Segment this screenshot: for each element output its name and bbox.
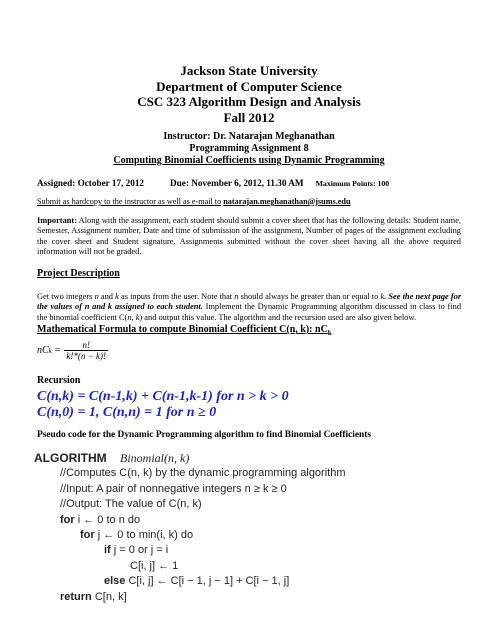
formula-numerator: n! [82,340,90,350]
pseudo-code-line [34,574,454,589]
submit-line [37,197,461,207]
project-text: as inputs from the user. Note that [120,292,233,301]
project-description-title: Project Description [37,268,120,279]
formula-lhs-sub: k [48,346,52,355]
var-nk: n, k [127,312,140,322]
pseudo-code-text: //Computes C(n, k) by the dynamic programming algorithm [60,467,346,480]
instructor-line: Instructor: Dr. Natarajan Meghanathan [163,131,335,142]
important-paragraph [37,216,461,257]
recursion-block [37,389,289,421]
formula-title [37,324,332,337]
pseudo-code-line [34,528,454,543]
project-text: Get two integers [37,292,93,301]
due-date: Due: November 6, 2012, 11.30 AM [170,178,304,188]
course-title: CSC 323 Algorithm Design and Analysis [137,94,361,109]
info-line [37,178,461,188]
project-text: and [100,292,113,301]
department-name: Department of Computer Science [156,78,342,94]
assigned-values-note: See the next page for the values of n and k assigned to each student. [37,292,462,312]
formula-fraction [64,340,108,361]
recursion-title: Recursion [37,375,81,386]
var-k: k. [380,292,387,301]
formula-title-sub: k [327,329,332,337]
var-n: n [234,292,239,301]
pseudo-code-line [34,590,454,605]
pseudo-code-block [34,451,454,605]
pseudo-code-keyword: for [80,529,95,542]
pseudo-code-line [34,543,454,558]
var-k: k [115,292,119,301]
pseudo-code-line [34,513,454,528]
binomial-formula [37,340,108,361]
pseudo-code-text: j ← 0 to min(i, k) do [97,529,194,542]
recursion-line-2: C(n,0) = 1, C(n,n) = 1 for n ≥ 0 [37,405,217,420]
header-block [37,63,461,125]
pseudo-code-keyword: for [60,513,75,526]
pseudo-code-text: i ← 0 to n do [77,513,141,526]
project-description-paragraph [37,292,461,323]
important-text: Along with the assignment, each student should submit a cover sheet that has the following details: Student name, Semester, Assignment number, Date and time of submission of the assignment, Number of pages of the assignment excluding the cover sheet and Student signature. Assignments submitted without the cover sheet having all the above required information will not be graded. [37,216,462,256]
pseudo-code-line [34,497,454,512]
pseudo-code-keyword: if [104,544,111,557]
topic-line: Computing Binomial Coefficients using Dynamic Programming [113,155,385,166]
pseudo-code-line [34,466,454,481]
pseudo-code-text: C[i, j] ← C[i − 1, j − 1] + C[i − 1, j] [128,575,290,588]
project-text: ) and output this value. The algorithm and the recursion used are also given below. [139,312,416,322]
pseudo-code-line [34,482,454,497]
assignment-line: Programming Assignment 8 [189,143,309,154]
pseudo-code-line [34,451,454,466]
subheader-block [37,131,461,167]
pseudo-code-keyword: return [60,590,92,603]
max-points: Maximum Points: 100 [315,179,390,188]
recursion-line-1: C(n,k) = C(n-1,k) + C(n-1,k-1) for n > k > 0 [37,389,289,404]
var-n: n [94,292,99,301]
important-label: Important: [37,216,78,225]
project-text: Implement the Dynamic Programming algorithm discussed in class to find the binomial coefficient C( [37,302,462,322]
pseudo-code-text: Binomial(n, k) [120,451,190,465]
pseudo-code-keyword: else [104,575,126,588]
formula-lhs: nC [37,345,49,356]
assigned-date: Assigned: October 17, 2012 [37,178,145,188]
pseudo-code-line [34,559,454,574]
university-name: Jackson State University [180,63,318,78]
pseudo-code-text: //Input: A pair of nonnegative integers n ≥ k ≥ 0 [60,482,287,495]
formula-title-text: Mathematical Formula to compute Binomial Coefficient C(n, k): nC [37,324,328,335]
pseudo-code-text: j = 0 or j = i [113,544,169,557]
project-text: should always be greater than or equal to [240,292,379,301]
term: Fall 2012 [223,109,275,125]
pseudo-code-title: Pseudo code for the Dynamic Programming algorithm to find Binomial Coefficients [37,430,371,440]
instructor-email[interactable]: natarajan.meghanathan@jsums.edu [223,197,351,206]
pseudo-code-text: C[i, j] ← 1 [130,559,179,572]
submit-text: Submit as hardcopy to the instructor as well as e-mail to [37,197,222,206]
pseudo-code-text: //Output: The value of C(n, k) [60,498,202,511]
pseudo-code-text: C[n, k] [94,590,127,603]
formula-equals: = [54,345,61,356]
pseudo-code-keyword: ALGORITHM [34,451,107,465]
formula-denominator: k!*(n − k)! [66,351,106,361]
